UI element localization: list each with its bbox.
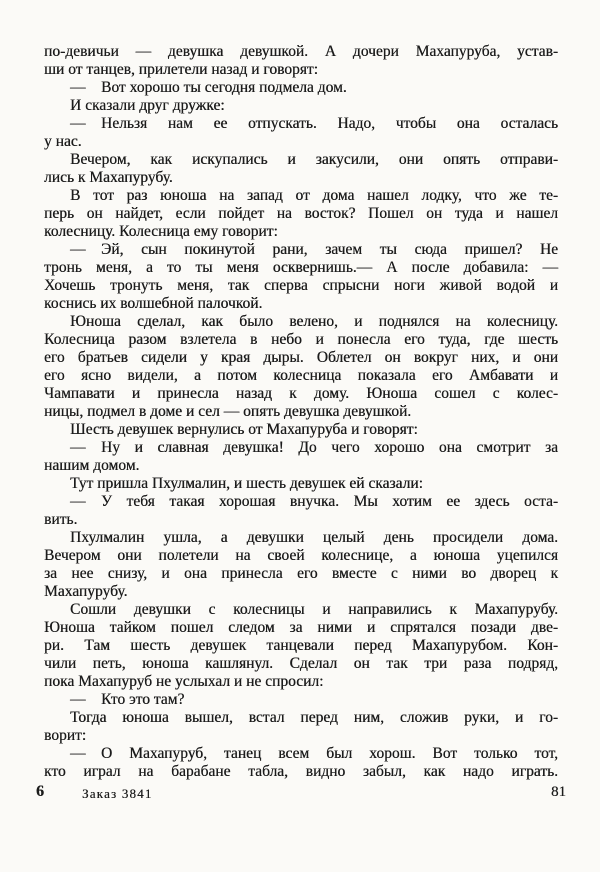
text-line: — Нельзя нам ее отпускать. Надо, чтобы она осталась <box>70 115 558 132</box>
text-line: чили петь, юноша кашлянул. Сделал он так три раза подряд, <box>44 655 558 672</box>
text-line: Хочешь тронуть меня, так сперва спрысни ноги живой водой и <box>44 277 558 294</box>
text-line: тронь меня, а то ты меня осквернишь.— А после добавила: — <box>44 259 558 276</box>
text-line: коснись их волшебной палочкой. <box>44 295 263 312</box>
text-line: у нас. <box>44 133 82 150</box>
text-line: — Вот хорошо ты сегодня подмела дом. <box>70 79 347 96</box>
print-order-label: Заказ 3841 <box>82 786 153 801</box>
text-line: — О Махапуруб, танец всем был хорош. Вот только тот, <box>70 745 558 762</box>
text-line: Тогда юноша вышел, встал перед ним, сложив руки, и го- <box>70 709 558 726</box>
text-line: Махапурубу. <box>44 583 128 600</box>
text-line: Тут пришла Пхулмалин, и шесть девушек ей сказали: <box>70 475 423 492</box>
text-line: ши от танцев, прилетели назад и говорят: <box>44 61 318 78</box>
text-line: колесницу. Колесница ему говорит: <box>44 223 278 240</box>
page-text <box>44 43 558 781</box>
text-line: Юноша сделал, как было велено, и поднялся на колесницу. <box>70 313 558 330</box>
text-line: И сказали друг дружке: <box>70 97 225 114</box>
text-line: Пхулмалин ушла, а девушки целый день просидели дома. <box>70 529 558 546</box>
text-line: — Ну и славная девушка! До чего хорошо она смотрит за <box>70 439 558 456</box>
text-line: пока Махапуруб не услыхал и не спросил: <box>44 673 324 690</box>
text-line: — У тебя такая хорошая внучка. Мы хотим ее здесь оста- <box>70 493 558 510</box>
page-number: 81 <box>551 784 566 800</box>
text-line: Вечером они полетели на своей колеснице, а юноша уцепился <box>44 547 558 564</box>
text-line: В тот раз юноша на запад от дома нашел лодку, что же те- <box>70 187 558 204</box>
text-line: перь он найдет, если пойдет на восток? Пошел он туда и нашел <box>44 205 558 222</box>
text-line: по-девичьи — девушка девушкой. А дочери Махапуруба, устав- <box>44 43 558 60</box>
text-line: Шесть девушек вернулись от Махапуруба и говорят: <box>70 421 418 438</box>
text-line: кто играл на барабане табла, видно забыл, как надо играть. <box>44 763 558 780</box>
text-line: лись к Махапурубу. <box>44 169 173 186</box>
text-line: ницы, подмел в доме и сел — опять девушка девушкой. <box>44 403 412 420</box>
text-line: ворит: <box>44 727 87 744</box>
page-footer <box>0 783 600 805</box>
text-line: вить. <box>44 511 78 528</box>
text-line: — Эй, сын покинутой рани, зачем ты сюда пришел? Не <box>70 241 558 258</box>
text-line: ри. Там шесть девушек танцевали перед Махапурубом. Кон- <box>44 637 558 654</box>
text-line: Вечером, как искупались и закусили, они опять отправи- <box>70 151 558 168</box>
text-line: Юноша тайком пошел следом за ними и спрятался позади две- <box>44 619 558 636</box>
text-line: Колесница разом взлетела в небо и понесла его туда, где шесть <box>44 331 558 348</box>
text-line: — Кто это там? <box>70 691 185 708</box>
text-line: за нее снизу, и она принесла его вместе с ними во дворец к <box>44 565 558 582</box>
text-line: его ясно видели, а потом колесница показала его Амбавати и <box>44 367 558 384</box>
text-line: нашим домом. <box>44 457 140 474</box>
text-line: Чампавати и принесла назад к дому. Юноша сошел с колес- <box>44 385 558 402</box>
text-line: Сошли девушки с колесницы и направились к Махапурубу. <box>70 601 558 618</box>
signature-number: 6 <box>36 783 44 800</box>
text-line: его братьев сидели у края дыры. Облетел он вокруг них, и они <box>44 349 558 366</box>
